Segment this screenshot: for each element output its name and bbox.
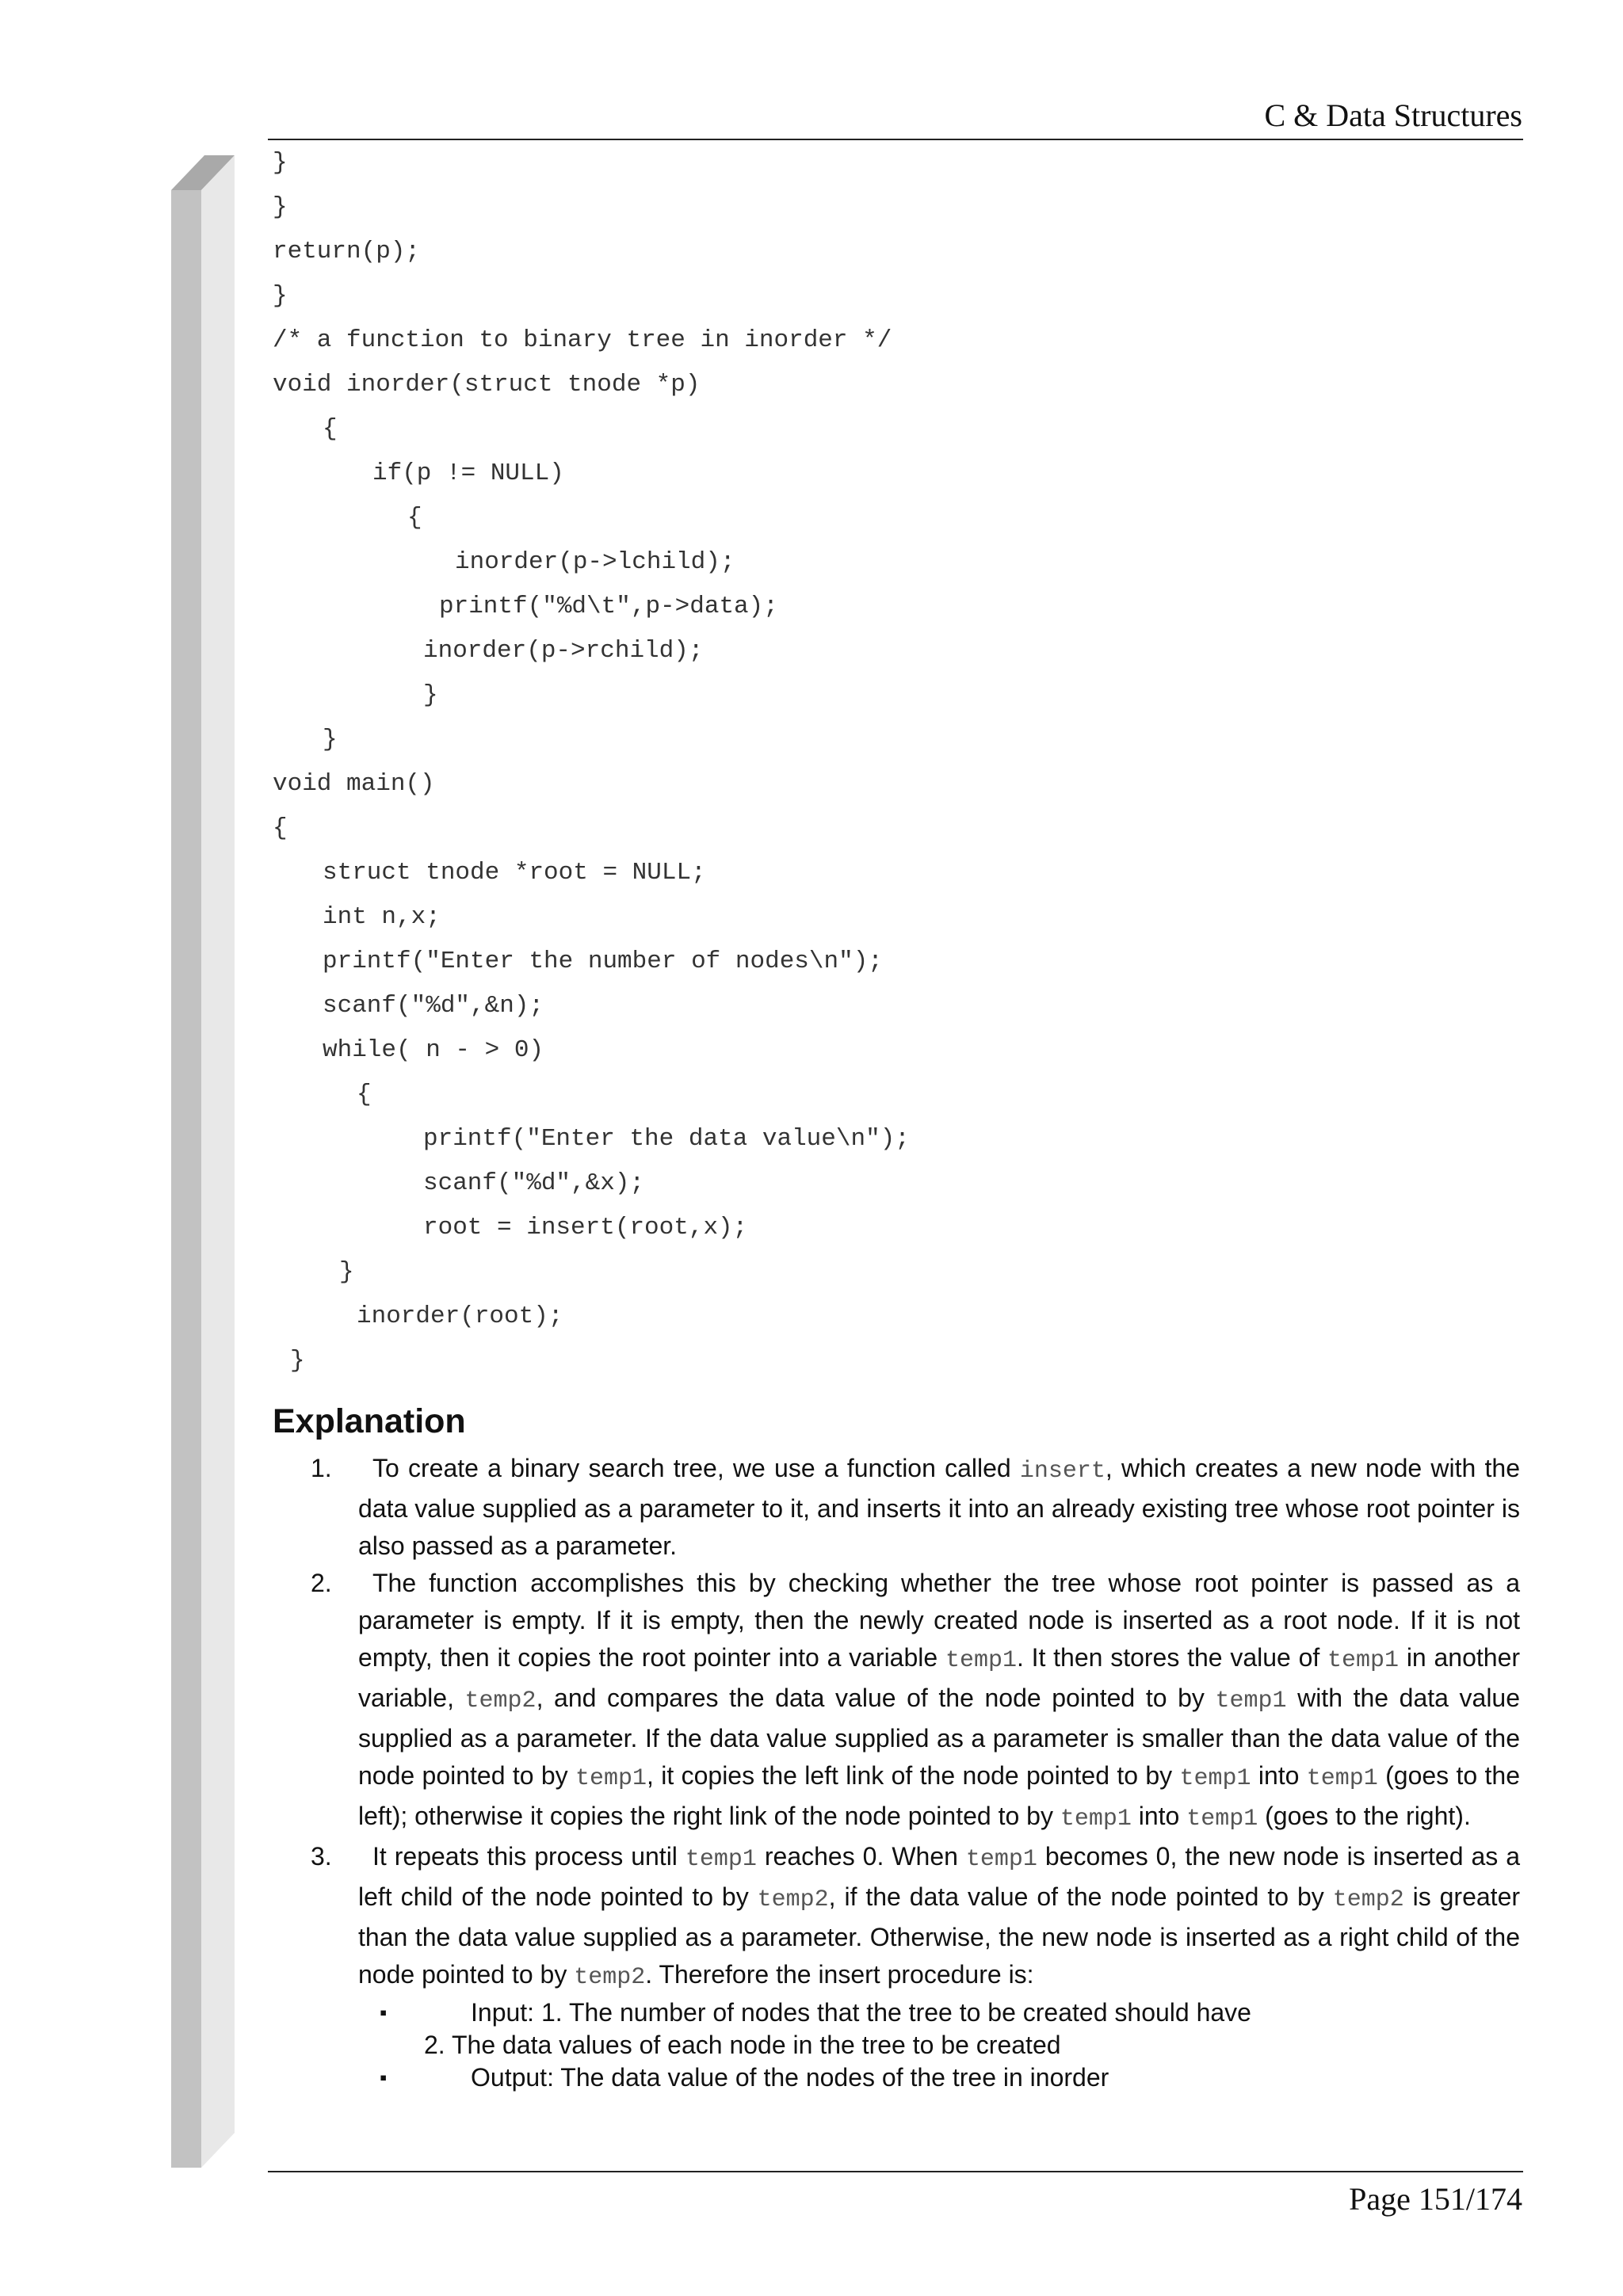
code-line: } <box>423 681 438 709</box>
code-line: /* a function to binary tree in inorder */ <box>273 326 892 354</box>
list-number: 1. <box>311 1454 332 1482</box>
list-item <box>311 1565 1521 1838</box>
explanation-heading: Explanation <box>273 1402 466 1440</box>
explanation-list <box>0 1450 1623 2094</box>
code-line: void inorder(struct tnode *p) <box>273 371 701 399</box>
code-line: printf("%d\t",p->data); <box>439 593 778 620</box>
code-line: { <box>357 1081 372 1108</box>
code-line: int n,x; <box>323 903 441 931</box>
code-line: } <box>273 282 288 310</box>
code-line: scanf("%d",&n); <box>323 992 544 1020</box>
code-line: inorder(root); <box>357 1302 563 1330</box>
header-title: C & Data Structures <box>1264 97 1522 133</box>
code-line: printf("Enter the data value\n"); <box>423 1125 910 1153</box>
list-number: 3. <box>311 1842 332 1871</box>
list-number: 2. <box>311 1569 332 1597</box>
code-line: if(p != NULL) <box>372 460 564 487</box>
code-line: } <box>273 193 288 221</box>
list-item <box>311 1838 1521 1997</box>
code-line: scanf("%d",&x); <box>423 1169 645 1197</box>
code-line: } <box>339 1258 354 1286</box>
code-line: } <box>273 149 288 177</box>
code-line: { <box>273 814 288 842</box>
bullet-subitem: 2. The data values of each node in the tree to be created <box>424 2031 1061 2059</box>
bullet-text: Input: 1. The number of nodes that the tree to be created should have <box>471 1998 1251 2027</box>
code-line: inorder(p->rchild); <box>423 637 704 665</box>
code-line: inorder(p->lchild); <box>455 548 735 576</box>
page-number: Page 151/174 <box>1349 2181 1522 2217</box>
bullet-square-icon: ▪ <box>380 2000 388 2024</box>
code-line: } <box>323 726 338 753</box>
code-line: root = insert(root,x); <box>423 1214 748 1241</box>
code-line: { <box>323 415 338 443</box>
list-text: It repeats this process until temp1 reaches 0. When temp1 becomes 0, the new node is inserted as a left child of the node pointed to by temp2, if the data value of the node pointed to by temp2 is greater than the data value supplied as a parameter. Otherwise, the new node is inserted as a right child of the node pointed to by temp2. Therefore the insert procedure is: <box>358 1842 1521 1991</box>
bullet-list <box>0 1997 1623 2094</box>
bullet-item-input <box>380 1997 1501 2029</box>
code-line: } <box>290 1347 305 1375</box>
list-item <box>311 1450 1521 1565</box>
code-line: struct tnode *root = NULL; <box>323 859 706 887</box>
code-line: { <box>407 504 422 532</box>
bullet-text: Output: The data value of the nodes of the tree in inorder <box>471 2063 1109 2092</box>
bullet-square-icon: ▪ <box>380 2065 388 2089</box>
list-text: To create a binary search tree, we use a function called insert, which creates a new node with the data value supplied as a parameter to it, and inserts it into an already existing tree whose root pointer is also passed as a parameter. <box>358 1454 1521 1560</box>
code-line: while( n - > 0) <box>323 1036 544 1064</box>
bullet-item-output <box>380 2061 1501 2094</box>
list-text: The function accomplishes this by checking whether the tree whose root pointer is passed as a parameter is empty. If it is empty, then the newly created node is inserted as a root node. If it is not empty, then it copies the root pointer into a variable temp1. It then stores the value of temp1 in another variable, temp2, and compares the data value of the node pointed to by temp1 with the data value supplied as a parameter. If the data value supplied as a parameter is smaller than the data value of the node pointed to by temp1, it copies the left link of the node pointed to by temp1 into temp1 (goes to the left); otherwise it copies the right link of the node pointed to by temp1 into temp1 (goes to the right). <box>358 1569 1521 1833</box>
code-line: void main() <box>273 770 435 798</box>
code-line: printf("Enter the number of nodes\n"); <box>323 948 883 975</box>
header-rule <box>268 139 1523 140</box>
footer-rule <box>268 2171 1523 2172</box>
code-line: return(p); <box>273 238 421 265</box>
